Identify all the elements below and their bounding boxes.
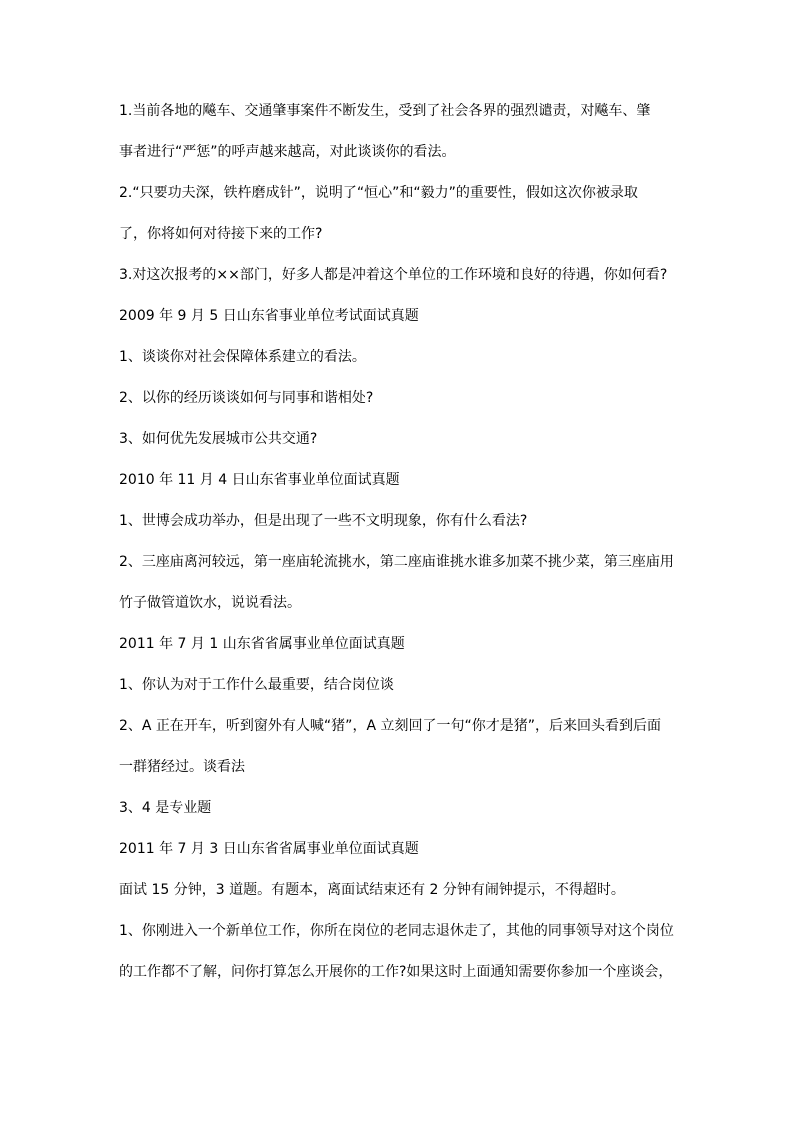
question-line: 的工作都不了解，问你打算怎么开展你的工作?如果这时上面通知需要你参加一个座谈会， bbox=[119, 964, 673, 980]
question-line: 3.对这次报考的××部门，好多人都是冲着这个单位的工作环境和良好的待遇，你如何看? bbox=[119, 267, 668, 283]
question-line: 竹子做管道饮水，说说看法。 bbox=[119, 595, 301, 611]
question-line: 1、谈谈你对社会保障体系建立的看法。 bbox=[119, 349, 366, 365]
question-line: 1.当前各地的飚车、交通肇事案件不断发生，受到了社会各界的强烈谴责，对飚车、肇 bbox=[119, 103, 651, 119]
question-line: 事者进行“严惩”的呼声越来越高，对此谈谈你的看法。 bbox=[119, 144, 456, 160]
section-heading: 2010 年 11 月 4 日山东省事业单位面试真题 bbox=[119, 472, 400, 488]
section-heading: 2011 年 7 月 3 日山东省省属事业单位面试真题 bbox=[119, 841, 419, 857]
document-body bbox=[119, 104, 679, 1006]
exam-info-line: 面试 15 分钟，3 道题。有题本，离面试结束还有 2 分钟有闹钟提示，不得超时。 bbox=[119, 882, 625, 898]
question-line: 1、你认为对于工作什么最重要，结合岗位谈 bbox=[119, 677, 394, 693]
question-line: 2、三座庙离河较远，第一座庙轮流挑水，第二座庙谁挑水谁多加菜不挑少菜，第三座庙用 bbox=[119, 554, 674, 570]
question-line: 一群猪经过。谈看法 bbox=[119, 759, 245, 775]
section-heading: 2009 年 9 月 5 日山东省事业单位考试面试真题 bbox=[119, 308, 419, 324]
question-line: 1、世博会成功举办，但是出现了一些不文明现象，你有什么看法? bbox=[119, 513, 528, 529]
question-line: 3、如何优先发展城市公共交通? bbox=[119, 431, 318, 447]
question-line: 2、A 正在开车，听到窗外有人喊“猪”，A 立刻回了一句“你才是猪”，后来回头看到后面 bbox=[119, 718, 661, 734]
question-line: 2.“只要功夫深，铁杵磨成针”，说明了“恒心”和“毅力”的重要性，假如这次你被录取 bbox=[119, 185, 638, 201]
question-line: 3、4 是专业题 bbox=[119, 800, 212, 816]
section-heading: 2011 年 7 月 1 山东省省属事业单位面试真题 bbox=[119, 636, 405, 652]
question-line: 2、以你的经历谈谈如何与同事和谐相处? bbox=[119, 390, 374, 406]
question-line: 了，你将如何对待接下来的工作? bbox=[119, 226, 323, 242]
question-line: 1、你刚进入一个新单位工作，你所在岗位的老同志退休走了，其他的同事领导对这个岗位 bbox=[119, 923, 674, 939]
